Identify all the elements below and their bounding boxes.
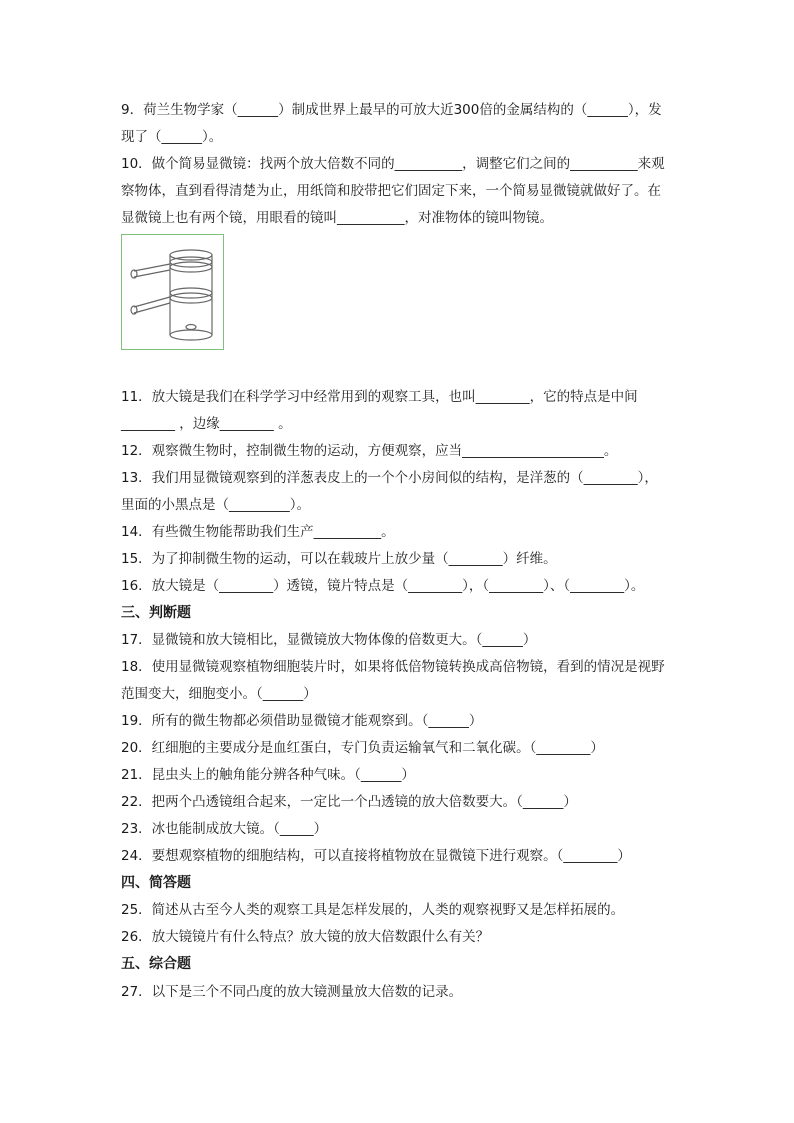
- question-12: 12．观察微生物时，控制微生物的运动，方便观察，应当_____________________。: [121, 443, 618, 459]
- question-20: 20．红细胞的主要成分是血红蛋白，专门负责运输氧气和二氧化碳。（________）: [121, 740, 604, 756]
- question-10-line-2: 察物体，直到看得清楚为止，用纸筒和胶带把它们固定下来，一个简易显微镜就做好了。在: [121, 183, 661, 199]
- section-5-heading: 五、综合题: [121, 956, 191, 972]
- question-19: 19．所有的微生物都必须借助显微镜才能观察到。（______）: [121, 713, 483, 729]
- question-16: 16．放大镜是（________）透镜，镜片特点是（________），（________）、（________）。: [121, 578, 645, 594]
- question-15: 15．为了抑制微生物的运动，可以在载玻片上放少量（________）纤维。: [121, 551, 557, 567]
- question-18-line-1: 18．使用显微镜观察植物细胞装片时，如果将低倍物镜转换成高倍物镜，看到的情况是视野: [121, 659, 665, 675]
- question-11-line-1: 11．放大镜是我们在科学学习中经常用到的观察工具，也叫________，它的特点是中间: [121, 389, 638, 405]
- question-13-line-2: 里面的小黑点是（_________）。: [121, 497, 310, 513]
- question-14: 14．有些微生物能帮助我们生产__________。: [121, 524, 395, 540]
- section-3-heading: 三、判断题: [121, 605, 191, 621]
- question-11-line-2: ________ ，边缘________ 。: [121, 416, 292, 432]
- question-23: 23．冰也能制成放大镜。（_____）: [121, 821, 328, 837]
- question-22: 22．把两个凸透镜组合起来，一定比一个凸透镜的放大倍数要大。（______）: [121, 794, 577, 810]
- question-10-line-3: 显微镜上也有两个镜，用眼看的镜叫__________，对准物体的镜叫物镜。: [121, 210, 553, 226]
- question-24: 24．要想观察植物的细胞结构，可以直接将植物放在显微镜下进行观察。（________）: [121, 848, 631, 864]
- question-25: 25．简述从古至今人类的观察工具是怎样发展的，人类的观察视野又是怎样拓展的。: [121, 902, 625, 918]
- question-26: 26．放大镜镜片有什么特点？放大镜的放大倍数跟什么有关？: [121, 929, 490, 945]
- question-10-line-1: 10．做个简易显微镜：找两个放大倍数不同的__________，调整它们之间的__________来观: [121, 156, 665, 172]
- simple-microscope-tube-icon: [122, 235, 223, 349]
- simple-microscope-figure: [121, 234, 224, 350]
- question-9-line-2: 现了（______）。: [121, 129, 223, 145]
- question-27: 27．以下是三个不同凸度的放大镜测量放大倍数的记录。: [121, 984, 463, 1000]
- question-17: 17．显微镜和放大镜相比，显微镜放大物体像的倍数更大。（______）: [121, 632, 537, 648]
- question-13-line-1: 13．我们用显微镜观察到的洋葱表皮上的一个个小房间似的结构，是洋葱的（________），: [121, 470, 658, 486]
- section-4-heading: 四、简答题: [121, 875, 191, 891]
- question-21: 21．昆虫头上的触角能分辨各种气味。（______）: [121, 767, 415, 783]
- question-18-line-2: 范围变大，细胞变小。（______）: [121, 686, 317, 702]
- question-9-line-1: 9．荷兰生物学家（______）制成世界上最早的可放大近300倍的金属结构的（______），发: [121, 102, 662, 118]
